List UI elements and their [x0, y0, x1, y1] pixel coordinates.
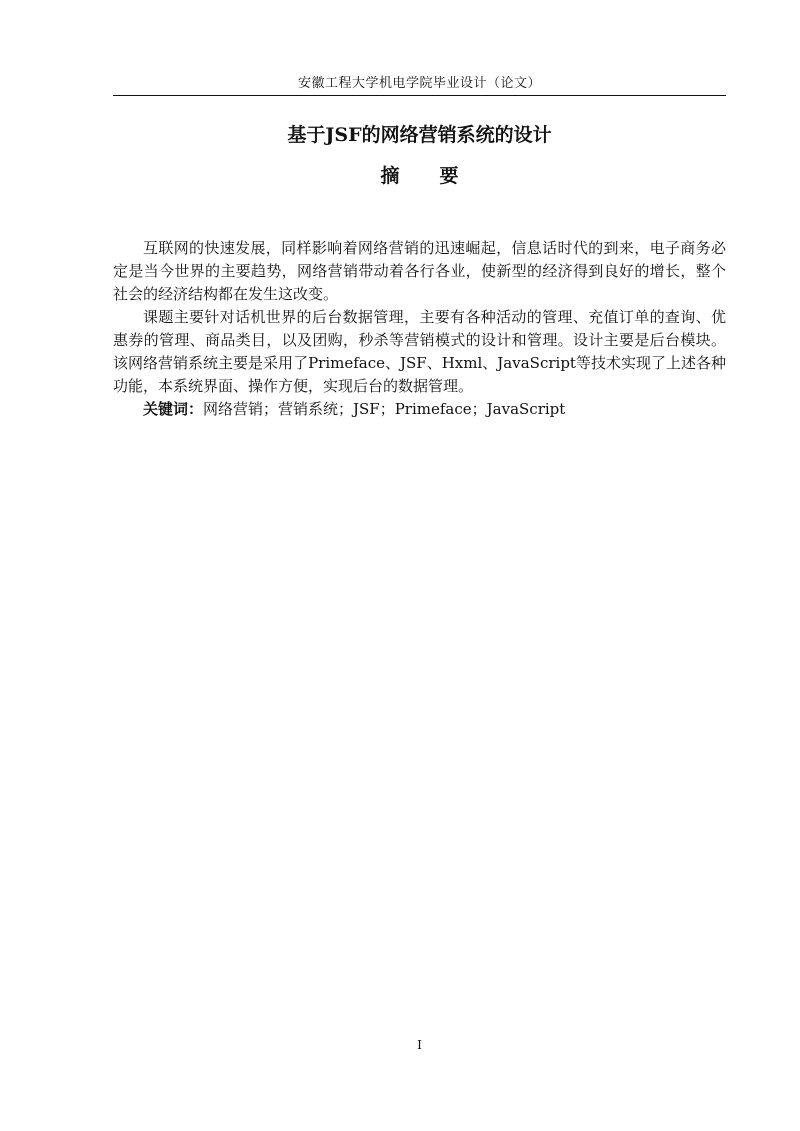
keywords-list: 网络营销；营销系统；JSF；Primeface；JavaScript	[203, 400, 566, 418]
keywords-label: 关键词：	[143, 400, 204, 418]
abstract-heading: 摘要	[380, 165, 499, 187]
page-number: I	[417, 1038, 422, 1052]
running-header: 安徽工程大学机电学院毕业设计（论文）	[297, 76, 541, 91]
keywords-line	[113, 398, 726, 421]
abstract-paragraph: 互联网的快速发展，同样影响着网络营销的迅速崛起，信息话时代的到来，电子商务必定是当今世界的主要趋势，网络营销带动着各行各业，使新型的经济得到良好的增长，整个社会的经济结构都在发生这改变。	[113, 239, 726, 303]
header-divider	[113, 95, 726, 96]
paper-title: 基于JSF的网络营销系统的设计	[287, 124, 552, 146]
abstract-paragraph: 课题主要针对话机世界的后台数据管理，主要有各种活动的管理、充值订单的查询、优惠券的管理、商品类目，以及团购，秒杀等营销模式的设计和管理。设计主要是后台模块。该网络营销系统主要是采用了Primeface、JSF、Hxml、JavaScript等技术实现了上述各种功能，本系统界面、操作方便，实现后台的数据管理。	[113, 308, 726, 395]
abstract-body	[113, 237, 726, 421]
